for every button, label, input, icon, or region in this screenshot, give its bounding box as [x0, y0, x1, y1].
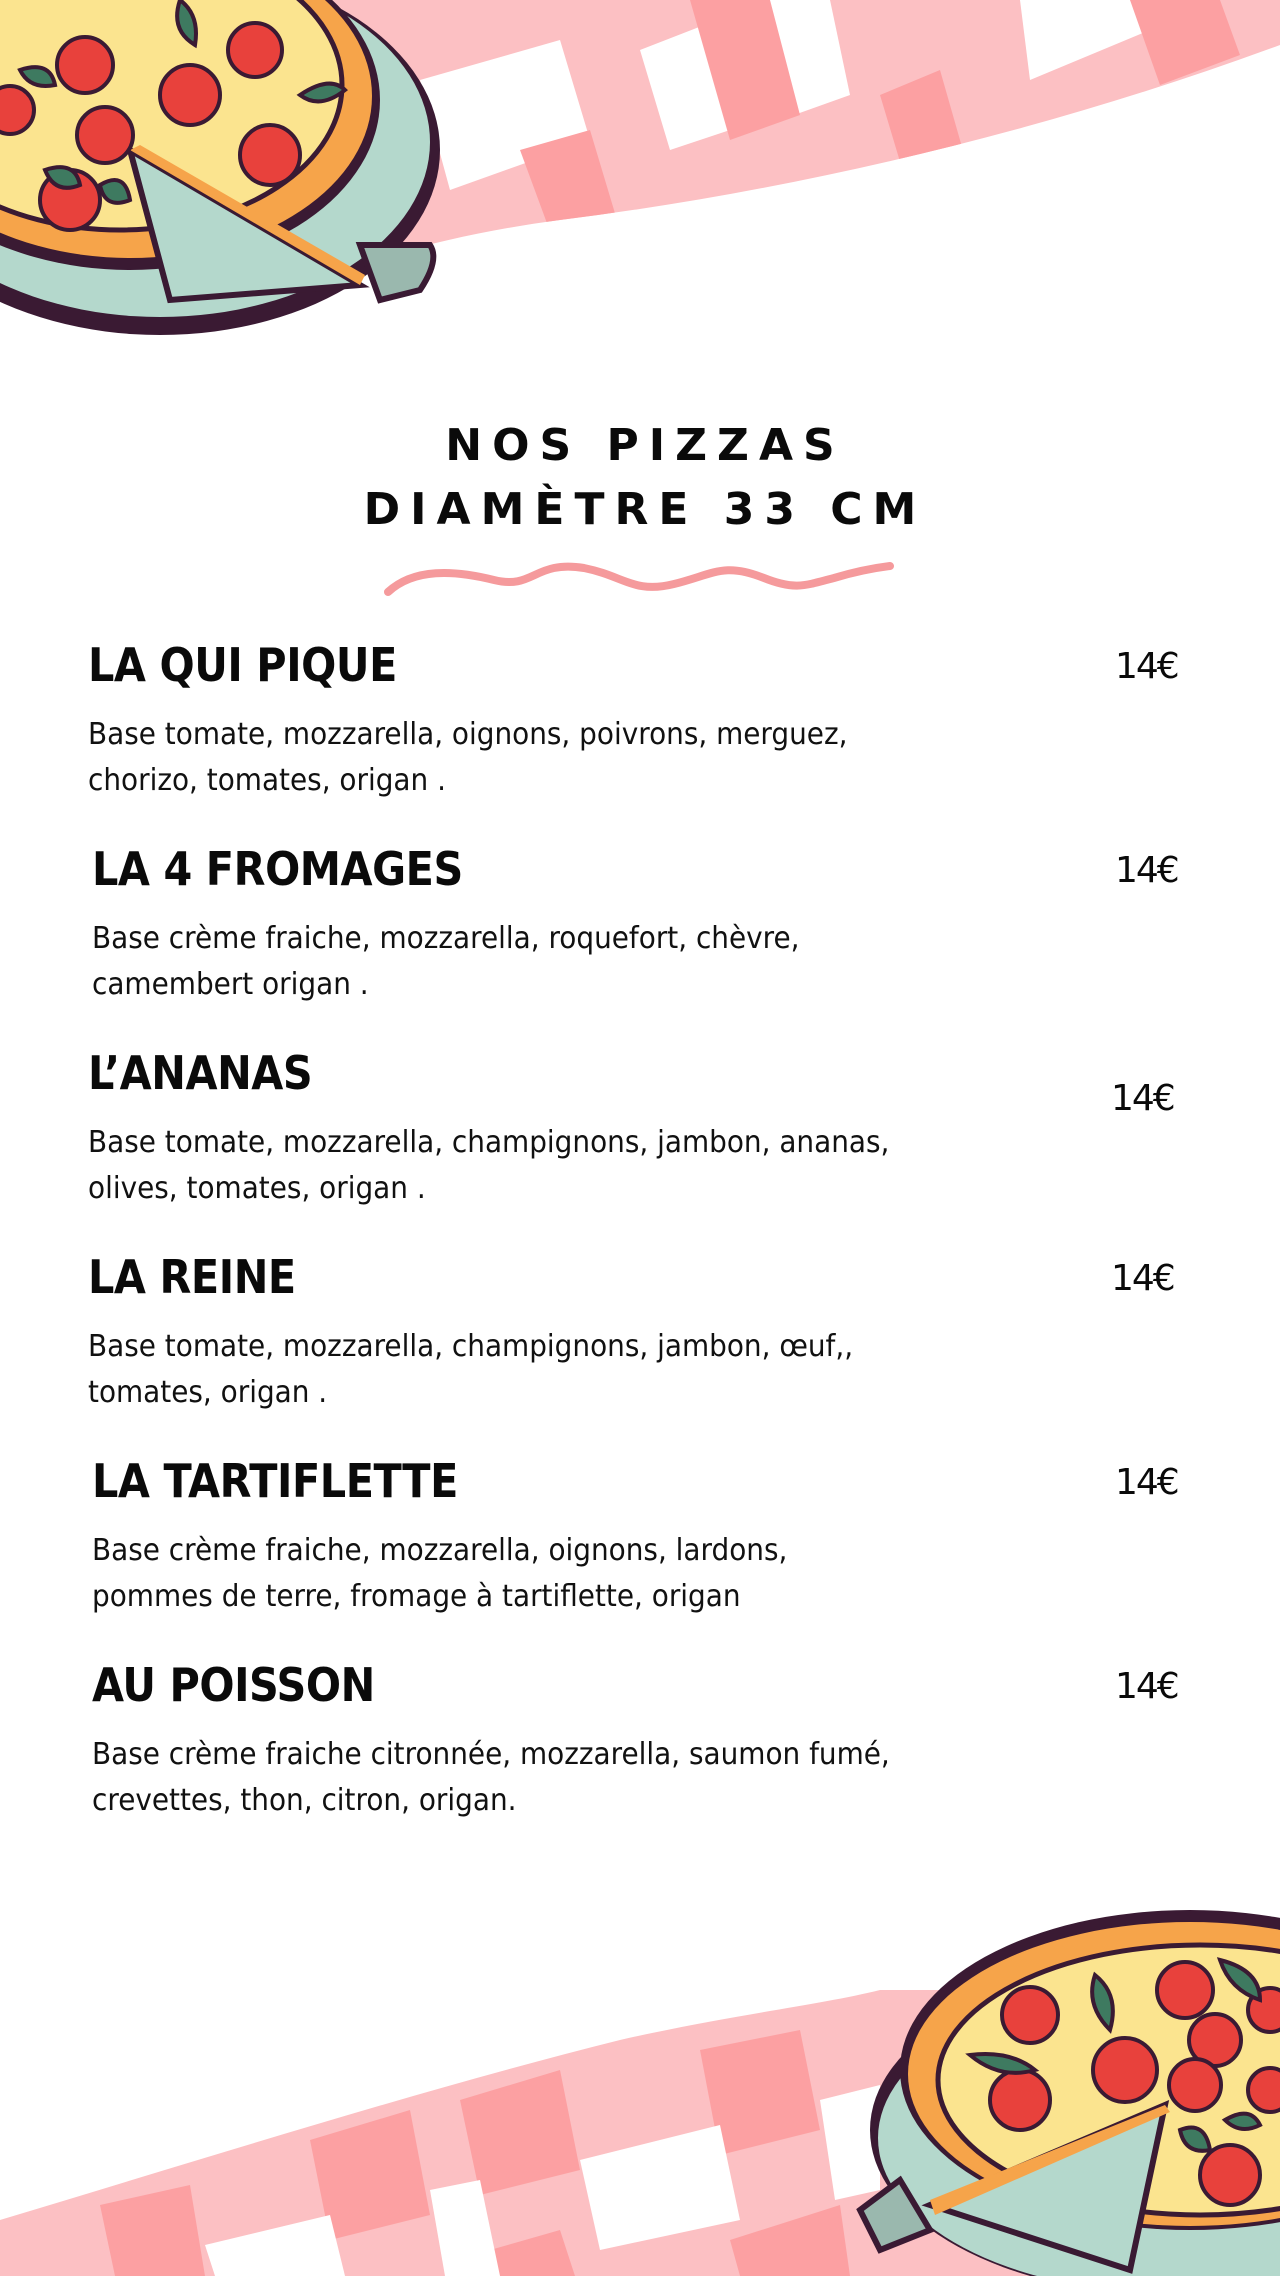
pizza-description: Base crème fraiche, mozzarella, roquefort, chèvre, camembert origan .: [92, 921, 800, 1002]
pizza-name: L’ANANAS: [88, 1046, 313, 1100]
pizza-description: Base tomate, mozzarella, oignons, poivrons, merguez, chorizo, tomates, origan .: [88, 717, 848, 798]
pizza-price: 14€: [1115, 646, 1178, 687]
pizza-price: 14€: [1111, 1258, 1174, 1299]
pizza-description: Base tomate, mozzarella, champignons, jambon, œuf,, tomates, origan .: [88, 1329, 854, 1410]
pizza-name: LA REINE: [88, 1250, 296, 1304]
pizza-price: 14€: [1111, 1078, 1174, 1119]
menu-title: [0, 414, 1280, 542]
menu-title-line-1: NOS PIZZAS: [445, 420, 845, 471]
pizza-name: AU POISSON: [92, 1658, 375, 1712]
pizza-price: 14€: [1115, 1666, 1178, 1707]
pizza-name: LA 4 FROMAGES: [92, 842, 463, 896]
pizza-illustration-bottom: [840, 1880, 1280, 2276]
pizza-illustration-top: [0, 0, 460, 360]
pizza-price: 14€: [1115, 1462, 1178, 1503]
pizza-description: Base crème fraiche, mozzarella, oignons, lardons, pommes de terre, fromage à tartiflette, origan: [92, 1533, 788, 1614]
menu-title-line-2: DIAMÈTRE 33 CM: [363, 484, 927, 535]
pizza-description: Base crème fraiche citronnée, mozzarella, saumon fumé, crevettes, thon, citron, origan.: [92, 1737, 890, 1818]
pizza-price: 14€: [1115, 850, 1178, 891]
pizza-name: LA QUI PIQUE: [88, 638, 397, 692]
pizza-name: LA TARTIFLETTE: [92, 1454, 458, 1508]
pizza-description: Base tomate, mozzarella, champignons, jambon, ananas, olives, tomates, origan .: [88, 1125, 890, 1206]
squiggle-divider: [384, 556, 894, 601]
